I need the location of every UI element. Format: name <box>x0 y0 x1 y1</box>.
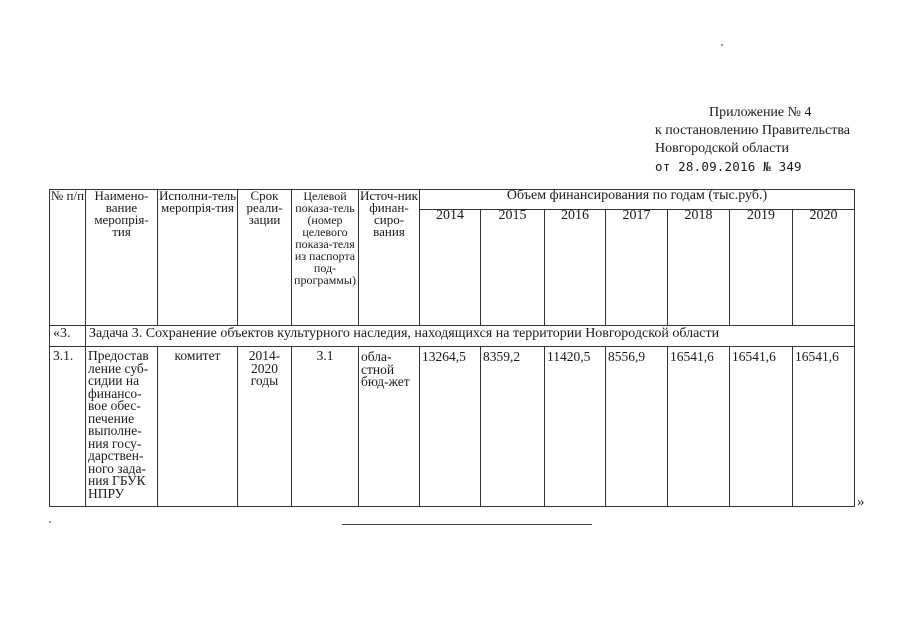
task-title: Задача 3. Сохранение объектов культурного наследия, находящихся на территории Новгородской области <box>86 326 855 347</box>
header-name: Наимено-вание меропрія-тия <box>86 190 158 326</box>
header-year-2015: 2015 <box>481 210 545 326</box>
row-name: Предостав ление суб-сидии на финансо-вое обес-печение выполне-ния госу-дарствен-ного зада-ния ГБУК НПРУ <box>86 347 158 507</box>
header-year-2016: 2016 <box>545 210 606 326</box>
row-value-2016: 11420,5 <box>545 347 606 507</box>
header-number: № п/п <box>50 190 86 326</box>
table-row <box>50 347 855 507</box>
row-value-2018: 16541,6 <box>668 347 730 507</box>
attachment-block <box>655 104 895 176</box>
scan-speck <box>721 44 723 46</box>
row-value-2017: 8556,9 <box>606 347 668 507</box>
funding-table <box>49 189 855 507</box>
header-target: Целевой показа-тель (номер целевого показа-теля из паспорта под-программы) <box>292 190 359 326</box>
row-source: обла-стной бюд-жет <box>359 347 420 507</box>
attachment-resolution: к постановлению Правительства <box>655 123 851 138</box>
row-value-2015: 8359,2 <box>481 347 545 507</box>
task-row <box>50 326 855 347</box>
row-executor: комитет <box>158 347 238 507</box>
header-year-2014: 2014 <box>420 210 481 326</box>
row-value-2019: 16541,6 <box>730 347 793 507</box>
attachment-region: Новгородской области <box>655 141 789 156</box>
closing-quote: » <box>857 494 865 510</box>
attachment-date: от 28.09.2016 № 349 <box>655 159 802 174</box>
header-year-2020: 2020 <box>793 210 855 326</box>
header-year-2017: 2017 <box>606 210 668 326</box>
row-number: 3.1. <box>50 347 86 507</box>
row-value-2014: 13264,5 <box>420 347 481 507</box>
row-value-2020: 16541,6 <box>793 347 855 507</box>
header-term: Срок реали-зации <box>238 190 292 326</box>
attachment-title: Приложение № 4 <box>709 105 812 120</box>
header-year-2019: 2019 <box>730 210 793 326</box>
row-target: 3.1 <box>292 347 359 507</box>
header-funding-group: Объем финансирования по годам (тыс.руб.) <box>420 190 855 210</box>
header-executor: Исполни-тель меропрія-тия <box>158 190 238 326</box>
separator-line <box>342 524 592 525</box>
header-source: Источ-ник финан-сиро-вания <box>359 190 420 326</box>
task-number: «3. <box>50 326 86 347</box>
header-row <box>50 190 855 210</box>
row-term: 2014-2020 годы <box>238 347 292 507</box>
header-year-2018: 2018 <box>668 210 730 326</box>
scan-speck <box>49 521 51 523</box>
